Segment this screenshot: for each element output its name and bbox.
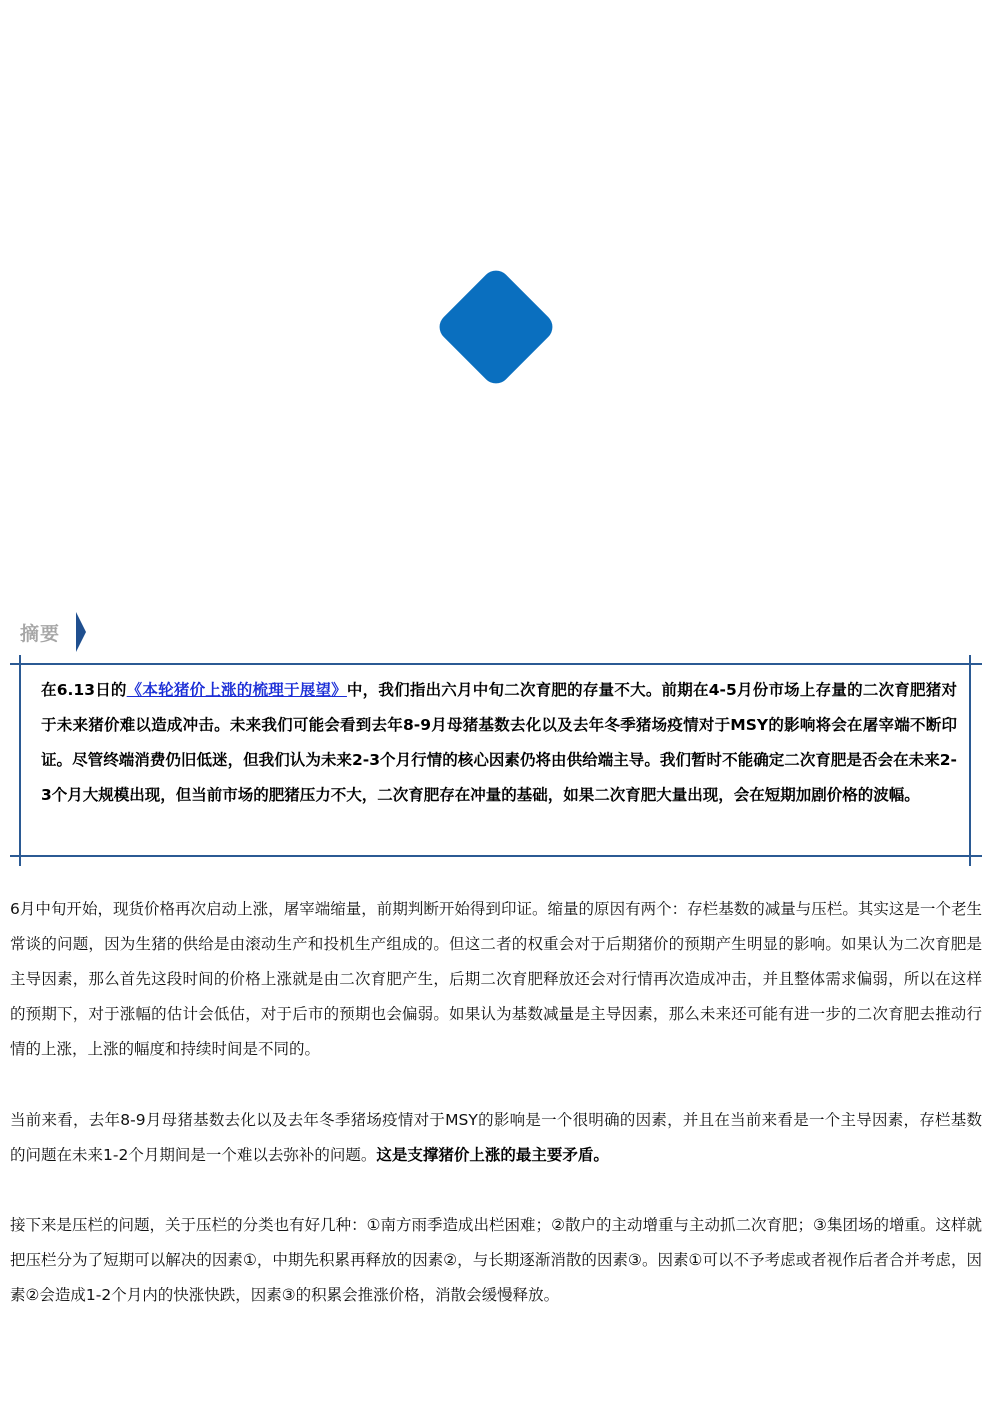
diamond-logo-icon xyxy=(424,255,568,399)
summary-header xyxy=(20,612,88,652)
summary-intro-rest: 中，我们指出六月中旬二次育肥的存量不大。前期在4-5月份市场上存量的二次育肥猪对于未来猪价难以造成冲击。未来我们可能会看到去年8-9月母猪基数去化以及去年冬季猪场疫情对于MSY的影响将会在屠宰端不断印证。尽管终端消费仍旧低迷，但我们认为未来2-3个月行情的核心因素仍将由供给端主导。我们暂时不能确定二次育肥是否会在未来2-3个月大规模出现，但当前市场的肥猪压力不大，二次育肥存在冲量的基础，如果二次育肥大量出现，会在短期加剧价格的波幅。 xyxy=(41,681,957,804)
summary-text xyxy=(41,673,957,813)
report-link[interactable]: 《本轮猪价上涨的梳理于展望》 xyxy=(126,681,347,699)
paragraph-2-text: 当前来看，去年8-9月母猪基数去化以及去年冬季猪场疫情对于MSY的影响是一个很明确的因素，并且在当前来看是一个主导因素，存栏基数的问题在未来1-2个月期间是一个难以去弥补的问题。 xyxy=(10,1111,982,1164)
body-paragraph-3: 接下来是压栏的问题，关于压栏的分类也有好几种：①南方雨季造成出栏困难；②散户的主动增重与主动抓二次育肥；③集团场的增重。这样就把压栏分为了短期可以解决的因素①，中期先积累再释放的因素②，与长期逐渐消散的因素③。因素①可以不予考虑或者视作后者合并考虑，因素②会造成1-2个月内的快涨快跌，因素③的积累会推涨价格，消散会缓慢释放。 xyxy=(10,1216,982,1304)
summary-title: 摘要 xyxy=(20,622,61,645)
summary-left-tick xyxy=(19,655,21,866)
summary-intro-prefix: 在6.13日的 xyxy=(41,681,127,699)
summary-bottom-rule xyxy=(10,855,982,857)
summary-right-tick xyxy=(969,655,971,866)
summary-top-rule xyxy=(10,663,982,665)
body-paragraph-1: 6月中旬开始，现货价格再次启动上涨，屠宰端缩量，前期判断开始得到印证。缩量的原因有两个：存栏基数的减量与压栏。其实这是一个老生常谈的问题，因为生猪的供给是由滚动生产和投机生产组成的。但这二者的权重会对于后期猪价的预期产生明显的影响。如果认为二次育肥是主导因素，那么首先这段时间的价格上涨就是由二次育肥产生，后期二次育肥释放还会对行情再次造成冲击，并且整体需求偏弱，所以在这样的预期下，对于涨幅的估计会低估，对于后市的预期也会偏弱。如果认为基数减量是主导因素，那么未来还可能有进一步的二次育肥去推动行情的上涨，上涨的幅度和持续时间是不同的。 xyxy=(10,900,982,1058)
paragraph-2-highlight: 这是支撑猪价上涨的最主要矛盾。 xyxy=(376,1146,609,1164)
body-paragraph-2 xyxy=(10,1103,982,1173)
chevron-right-icon xyxy=(74,612,88,652)
